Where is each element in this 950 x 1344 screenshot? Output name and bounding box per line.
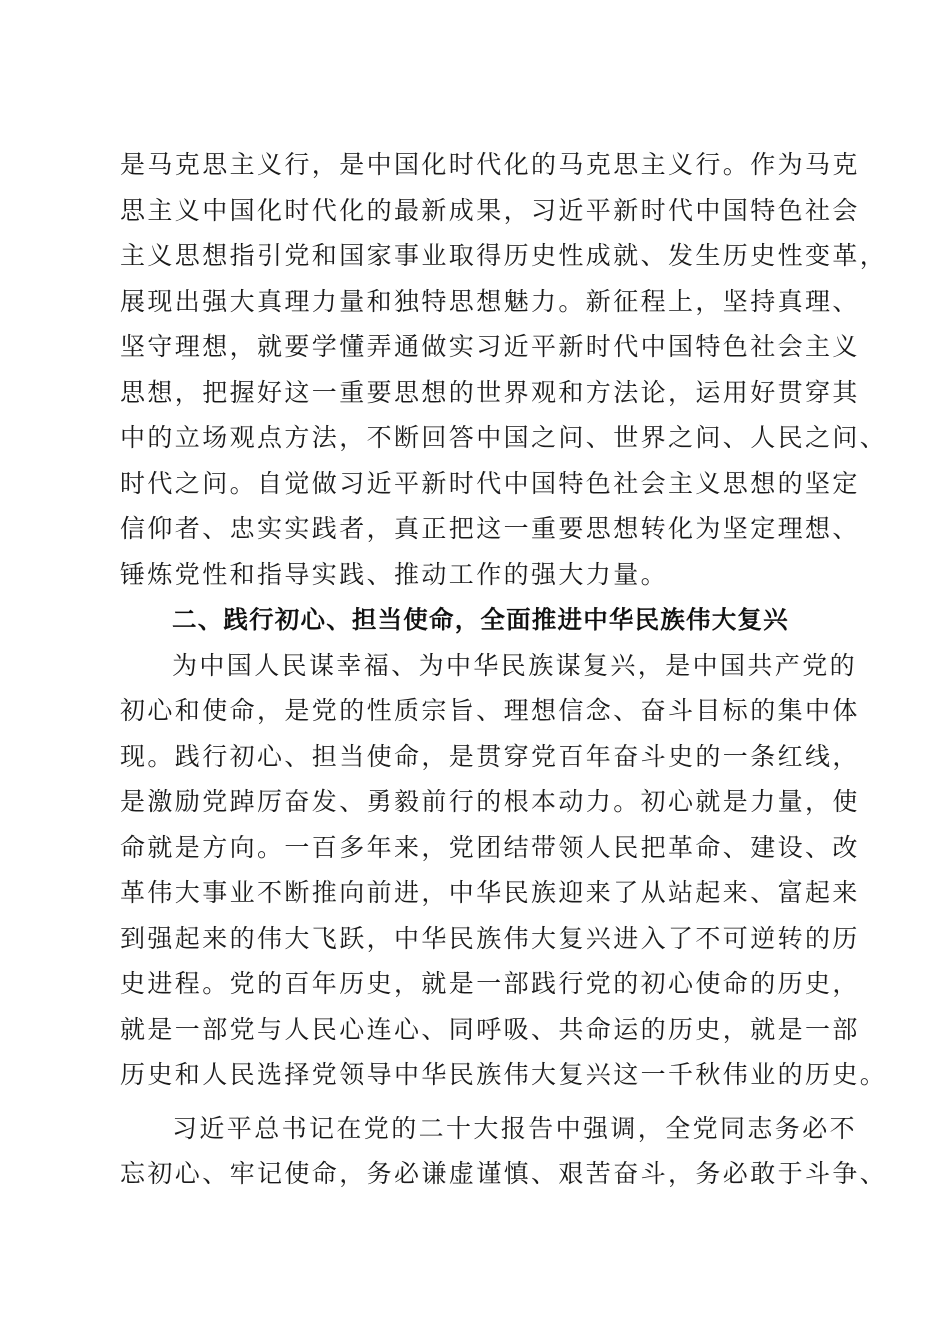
text-line: 时代之问。自觉做习近平新时代中国特色社会主义思想的坚定	[120, 468, 860, 498]
text-line: 现。践行初心、担当使命，是贯穿党百年奋斗史的一条红线，	[120, 741, 860, 771]
paragraph-2	[120, 643, 888, 1098]
text-line: 命就是方向。一百多年来，党团结带领人民把革命、建设、改	[120, 832, 860, 862]
text-line: 革伟大事业不断推向前进，中华民族迎来了从站起来、富起来	[120, 878, 860, 907]
text-line: 主义思想指引党和国家事业取得历史性成就、发生历史性变革，	[120, 241, 888, 270]
text-line: 坚守理想，就要学懂弄通做实习近平新时代中国特色社会主义	[120, 332, 860, 361]
text-line: 是马克思主义行，是中国化时代化的马克思主义行。作为马克	[120, 150, 860, 179]
paragraph-1	[120, 142, 888, 597]
text-line: 到强起来的伟大飞跃，中华民族伟大复兴进入了不可逆转的历	[120, 923, 860, 953]
section-heading: 二、践行初心、担当使命，全面推进中华民族伟大复兴	[172, 605, 789, 634]
text-line: 习近平总书记在党的二十大报告中强调，全党同志务必不	[172, 1113, 858, 1143]
text-line: 为中国人民谋幸福、为中华民族谋复兴，是中国共产党的	[172, 650, 858, 680]
text-line: 思想，把握好这一重要思想的世界观和方法论，运用好贯穿其	[120, 377, 860, 407]
text-line: 思主义中国化时代化的最新成果，习近平新时代中国特色社会	[120, 195, 860, 225]
text-line: 就是一部党与人民心连心、同呼吸、共命运的历史，就是一部	[120, 1014, 860, 1044]
text-line: 锤炼党性和指导实践、推动工作的强大力量。	[120, 559, 669, 589]
document-body	[120, 142, 888, 1197]
text-line: 史进程。党的百年历史，就是一部践行党的初心使命的历史，	[120, 969, 860, 998]
paragraph-3	[120, 1106, 888, 1197]
text-line: 初心和使命，是党的性质宗旨、理想信念、奋斗目标的集中体	[120, 696, 860, 725]
text-line: 历史和人民选择党领导中华民族伟大复兴这一千秋伟业的历史。	[120, 1060, 888, 1089]
text-line: 忘初心、牢记使命，务必谦虚谨慎、艰苦奋斗，务必敢于斗争、	[120, 1159, 888, 1188]
text-line: 信仰者、忠实实践者，真正把这一重要思想转化为坚定理想、	[120, 514, 860, 543]
text-line: 中的立场观点方法，不断回答中国之问、世界之问、人民之问、	[120, 423, 888, 452]
text-line: 是激励党踔厉奋发、勇毅前行的根本动力。初心就是力量，使	[120, 787, 860, 816]
text-line: 展现出强大真理力量和独特思想魅力。新征程上，坚持真理、	[120, 286, 860, 316]
paragraph-gap	[120, 1098, 832, 1106]
